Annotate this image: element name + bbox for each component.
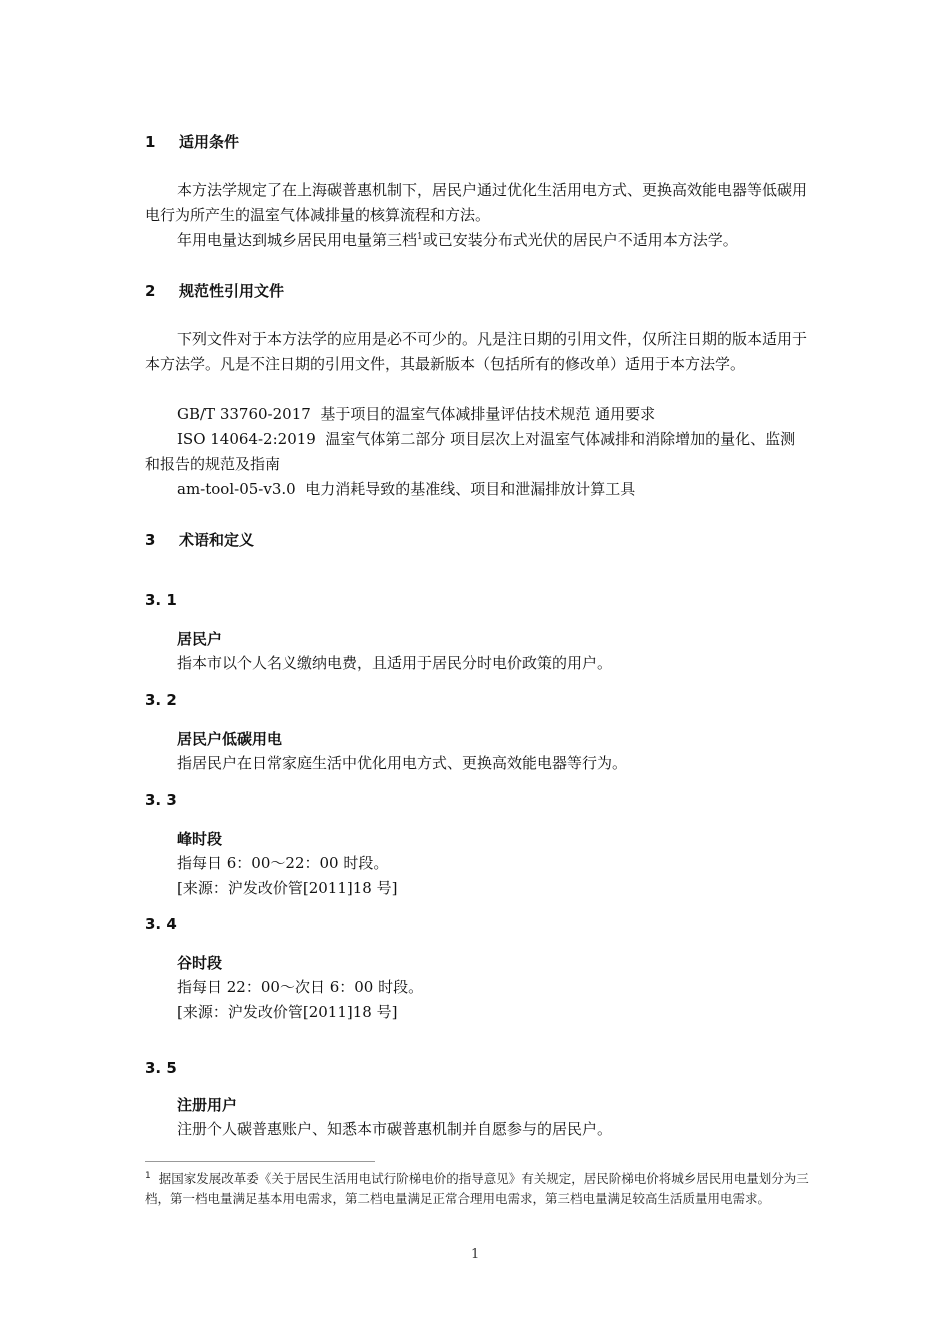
term-number: 3. 3: [145, 791, 177, 809]
reference-item: [177, 477, 635, 502]
reference-item: [145, 427, 810, 477]
footnote: [145, 1169, 810, 1208]
footnote-reference[interactable]: 1: [417, 232, 423, 242]
footnote-mark: 1: [145, 1170, 151, 1181]
term-title: 峰时段: [177, 830, 223, 848]
reference-title: 基于项目的温室气体减排量评估技术规范 通用要求: [320, 405, 656, 423]
term-definition: 指每日 6：00～22：00 时段。: [177, 854, 389, 872]
section-number: 3: [145, 531, 156, 549]
reference-title: 电力消耗导致的基准线、项目和泄漏排放计算工具: [305, 480, 636, 498]
term-title: 居民户: [177, 630, 223, 648]
paragraph-exclusion: 年用电量达到城乡居民用电量第三档$^1$或已安装分布式光伏的居民户不适用本方法学。: [177, 231, 738, 249]
page-number: 1: [471, 1247, 480, 1262]
section-title: 适用条件: [179, 133, 240, 151]
footnote-text: 据国家发展改革委《关于居民生活用电试行阶梯电价的指导意见》有关规定，居民阶梯电价将城乡居民用电量划分为三档，第一档电量满足基本用电需求，第二档电量满足正常合理用电需求，第三档电量满足较高生活质量用电需求。: [145, 1171, 809, 1206]
reference-code: ISO 14064-2:2019: [177, 430, 316, 448]
section-heading-1: [145, 131, 239, 152]
term-definition: 指每日 22：00～次日 6：00 时段。: [177, 978, 424, 996]
term-source: [来源：沪发改价管[2011]18 号]: [177, 1003, 398, 1021]
term-source: [来源：沪发改价管[2011]18 号]: [177, 879, 398, 897]
section-title: 术语和定义: [179, 531, 255, 549]
term-title: 注册用户: [177, 1096, 238, 1114]
term-definition: 指本市以个人名义缴纳电费，且适用于居民分时电价政策的用户。: [177, 654, 613, 672]
term-definition: 指居民户在日常家庭生活中优化用电方式、更换高效能电器等行为。: [177, 754, 628, 772]
footnote-separator: [145, 1161, 375, 1162]
paragraph-scope: 本方法学规定了在上海碳普惠机制下，居民户通过优化生活用电方式、更换高效能电器等低碳用电行为所产生的温室气体减排量的核算流程和方法。: [145, 181, 808, 224]
section-heading-3: [145, 529, 254, 550]
term-number: 3. 4: [145, 915, 177, 933]
term-definition: 注册个人碳普惠账户、知悉本市碳普惠机制并自愿参与的居民户。: [177, 1120, 613, 1138]
reference-title: 温室气体第二部分 项目层次上对温室气体减排和消除增加的量化、监测和报告的规范及指南: [145, 430, 796, 473]
section-number: 1: [145, 133, 156, 151]
reference-code: GB/T 33760-2017: [177, 405, 311, 423]
section-heading-2: [145, 280, 284, 301]
term-number: 3. 2: [145, 691, 177, 709]
term-title: 谷时段: [177, 954, 223, 972]
reference-item: [177, 402, 655, 427]
section-number: 2: [145, 282, 156, 300]
section-title: 规范性引用文件: [179, 282, 285, 300]
term-number: 3. 5: [145, 1059, 177, 1077]
term-number: 3. 1: [145, 591, 177, 609]
reference-code: am-tool-05-v3.0: [177, 480, 296, 498]
term-title: 居民户低碳用电: [177, 730, 283, 748]
paragraph-references-intro: 下列文件对于本方法学的应用是必不可少的。凡是注日期的引用文件，仅所注日期的版本适用于本方法学。凡是不注日期的引用文件，其最新版本（包括所有的修改单）适用于本方法学。: [145, 330, 808, 373]
